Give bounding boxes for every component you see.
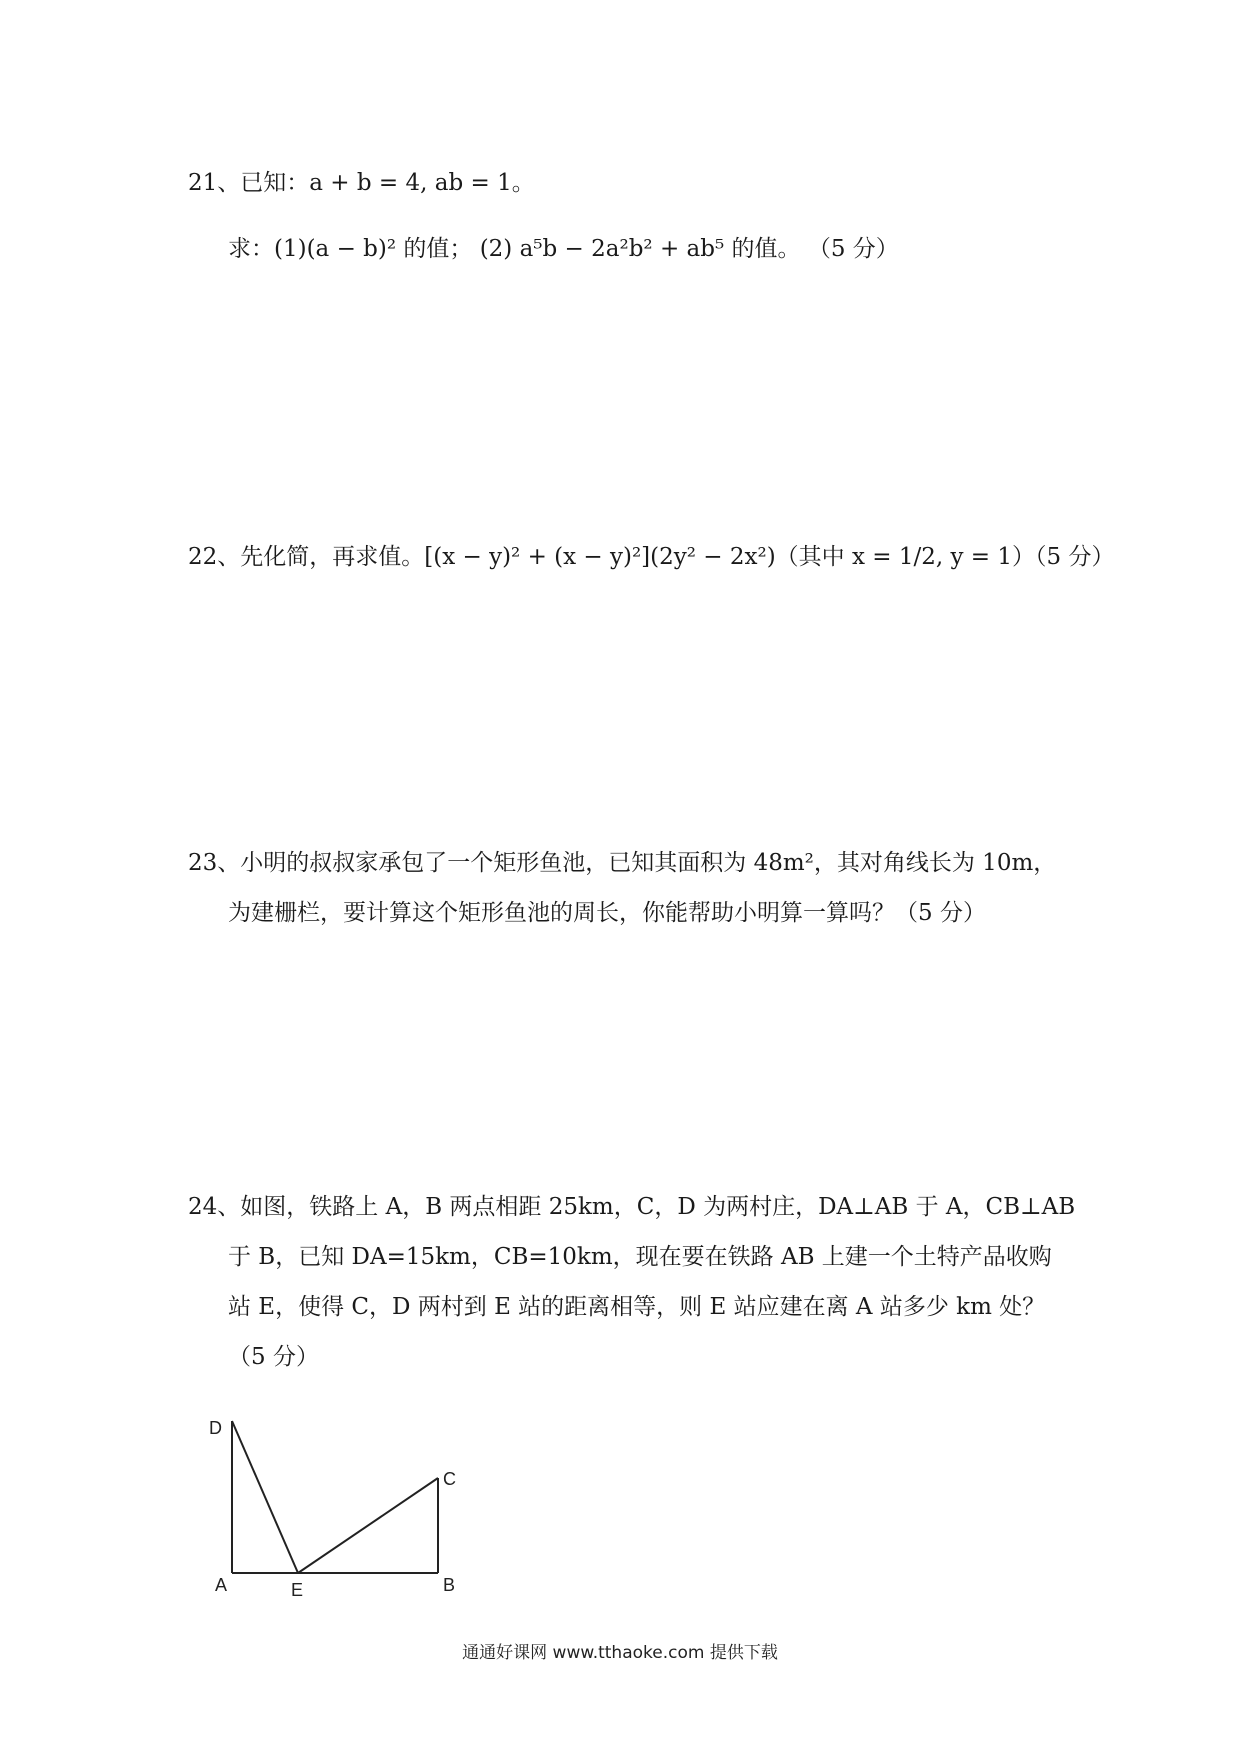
geometry-figure (200, 1418, 480, 1608)
q24-line1: 24、如图，铁路上 A，B 两点相距 25km，C，D 为两村庄，DA⊥AB 于 A，CB⊥AB (188, 1194, 1076, 1220)
label-a: A (215, 1575, 228, 1595)
label-d: D (209, 1418, 222, 1438)
q23-line2: 为建栅栏，要计算这个矩形鱼池的周长，你能帮助小明算一算吗？（5 分） (228, 900, 986, 926)
segment-ec (298, 1478, 438, 1573)
label-c: C (443, 1469, 456, 1489)
label-e: E (291, 1580, 304, 1600)
segment-de (232, 1421, 298, 1573)
q21-line2: 求：(1)(a − b)² 的值； (2) a⁵b − 2a²b² + ab⁵ 的值。 （5 分） (228, 236, 899, 262)
q24-line3: 站 E，使得 C，D 两村到 E 站的距离相等，则 E 站应建在离 A 站多少 km 处？ (228, 1294, 1046, 1320)
q24-line2: 于 B，已知 DA=15km，CB=10km，现在要在铁路 AB 上建一个土特产品收购 (228, 1244, 1052, 1270)
footer-watermark: 通通好课网 www.tthaoke.com 提供下载 (462, 1643, 778, 1663)
q22-line1: 22、先化简，再求值。[(x − y)² + (x − y)²](2y² − 2x²)（其中 x = 1/2, y = 1）（5 分） (188, 544, 1115, 570)
q24-line4: （5 分） (228, 1344, 319, 1370)
q21-line1: 21、已知：a + b = 4, ab = 1。 (188, 170, 535, 196)
q23-line1: 23、小明的叔叔家承包了一个矩形鱼池，已知其面积为 48m²，其对角线长为 10m， (188, 850, 1057, 876)
label-b: B (443, 1575, 456, 1595)
